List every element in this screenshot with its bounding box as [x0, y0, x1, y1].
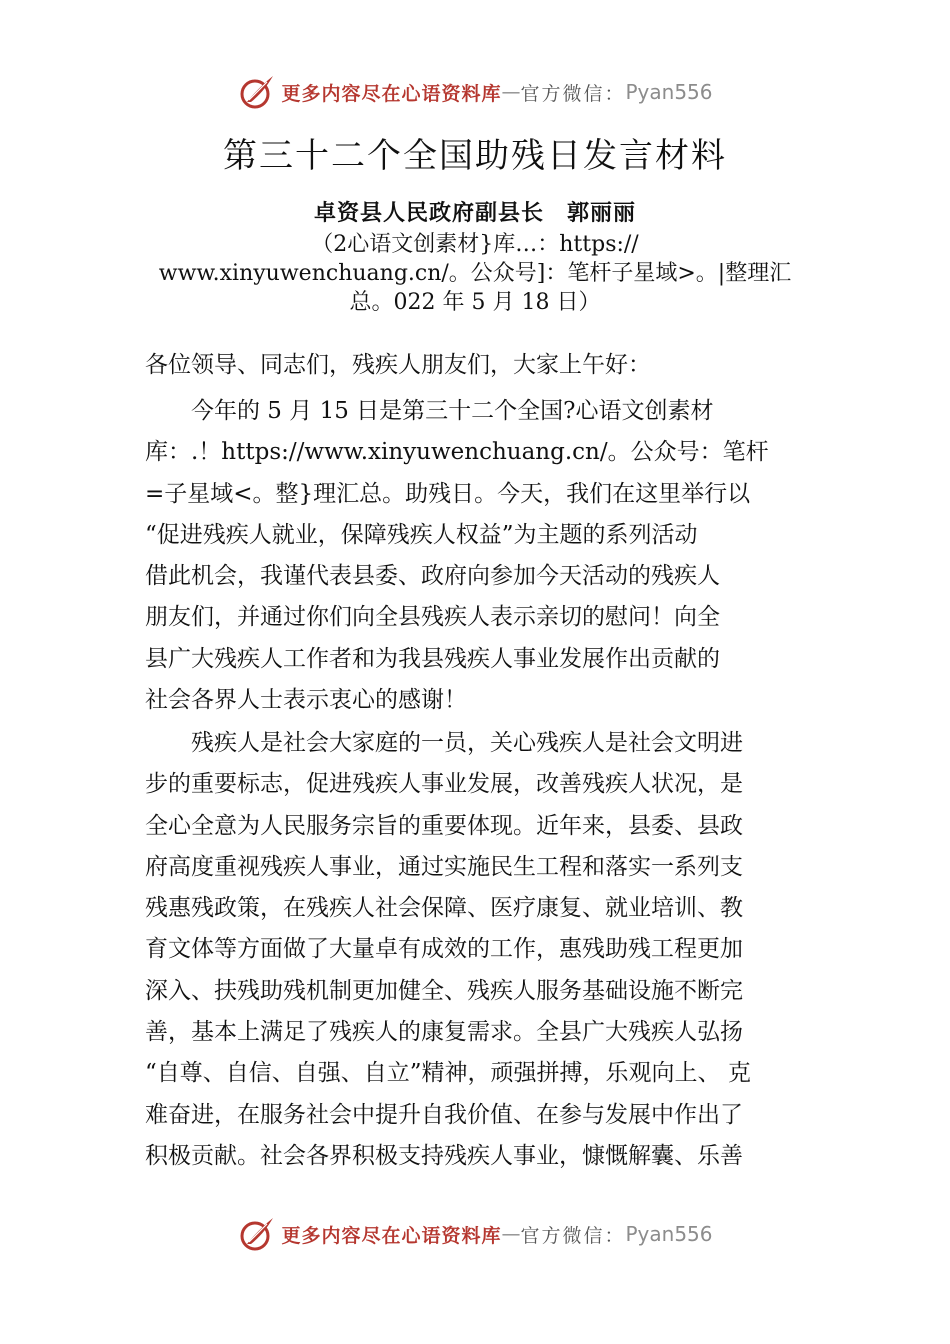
text-line: 步的重要标志，促进残疾人事业发展，改善残疾人状况，是	[145, 771, 743, 798]
header-brand-text: 更多内容尽在心语资料库	[281, 82, 502, 105]
text-line: 府高度重视残疾人事业，通过实施民生工程和落实一系列支	[145, 853, 743, 880]
document-source-note	[130, 230, 820, 317]
text-line: 积极贡献。社会各界积极支持残疾人事业，慷慨解囊、乐善	[145, 1142, 743, 1169]
text-line: 县广大残疾人工作者和为我县残疾人事业发展作出贡献的	[145, 645, 720, 672]
text-line: 朋友们，并通过你们向全县残疾人表示亲切的慰问！向全	[145, 604, 720, 631]
text-line: 善，基本上满足了残疾人的康复需求。全县广大残疾人弘扬	[145, 1019, 743, 1046]
quill-logo-icon	[237, 72, 277, 112]
text-line: “促进残疾人就业，保障残疾人权益”为主题的系列活动	[145, 521, 698, 548]
greeting: 各位领导、同志们，残疾人朋友们，大家上午好：	[145, 352, 651, 378]
header-wechat-label: 官方微信：	[520, 82, 626, 105]
footer-brand-text: 更多内容尽在心语资料库	[281, 1224, 502, 1247]
quill-logo-icon	[237, 1214, 277, 1254]
text-line: 深入、扶残助残机制更加健全、残疾人服务基础设施不断完	[145, 977, 743, 1004]
text-line: “自尊、自信、自强、自立”精神，顽强拼搏，乐观向上、 克	[145, 1060, 751, 1087]
footer-banner	[0, 1212, 950, 1256]
text-line: 育文体等方面做了大量卓有成效的工作，惠残助残工程更加	[145, 936, 743, 963]
text-line: 残疾人是社会大家庭的一员，关心残疾人是社会文明进	[191, 730, 743, 756]
text-line: 社会各界人士表示衷心的感谢！	[145, 687, 467, 714]
footer-wechat-id: Pyan556	[625, 1222, 713, 1246]
text-line: 全心全意为人民服务宗旨的重要体现。近年来，县委、县政	[145, 812, 743, 839]
document-title: 第三十二个全国助残日发言材料	[223, 136, 727, 176]
footer-wechat-label: 官方微信：	[520, 1224, 626, 1247]
source-line: （2心语文创素材}库…：https://	[311, 232, 639, 257]
source-line: 总。022 年 5 月 18 日）	[349, 290, 601, 315]
header-banner	[0, 70, 950, 114]
text-line: 库：.！https://www.xinyuwenchuang.cn/。公众号：笔杆	[145, 439, 769, 466]
paragraph-2	[145, 723, 820, 1177]
footer-separator: —	[501, 1223, 521, 1245]
document-author: 卓资县人民政府副县长 郭丽丽	[313, 200, 636, 226]
text-line: 借此机会，我谨代表县委、政府向参加今天活动的残疾人	[145, 563, 720, 590]
source-line: www.xinyuwenchuang.cn/。公众号]：笔杆子星域>。|整理汇	[158, 261, 792, 286]
text-line: =子星域<。整}理汇总。助残日。今天，我们在这里举行以	[145, 480, 751, 507]
paragraph-1	[145, 391, 820, 721]
text-line: 残惠残政策，在残疾人社会保障、医疗康复、就业培训、教	[145, 895, 743, 922]
header-separator: —	[501, 81, 521, 103]
header-wechat-id: Pyan556	[625, 80, 713, 104]
text-line: 难奋进，在服务社会中提升自我价值、在参与发展中作出了	[145, 1101, 743, 1128]
text-line: 今年的 5 月 15 日是第三十二个全国?心语文创素材	[191, 398, 714, 424]
